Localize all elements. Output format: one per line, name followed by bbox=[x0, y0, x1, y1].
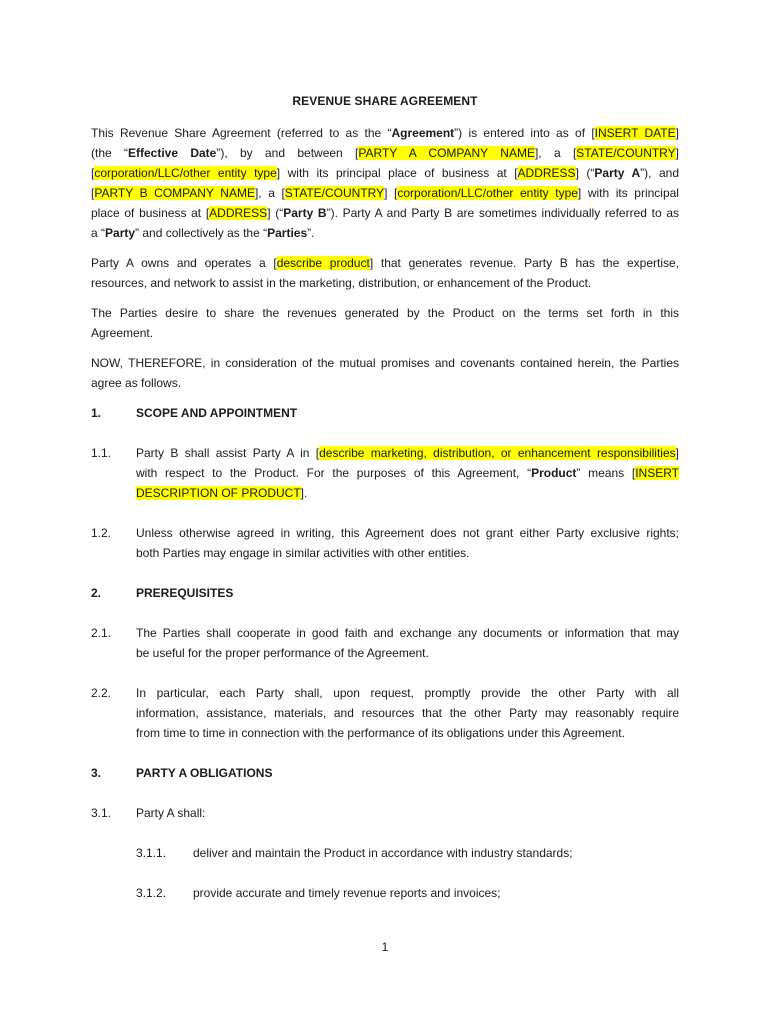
text-run: ] (“ bbox=[267, 206, 284, 220]
placeholder-field: STATE/COUNTRY bbox=[284, 186, 385, 200]
clause-line bbox=[136, 463, 679, 483]
placeholder-field: PARTY B COMPANY NAME bbox=[94, 186, 255, 200]
clause-1-1 bbox=[136, 443, 679, 503]
text-run: (the “ bbox=[91, 146, 128, 160]
clause-text: Party A shall: bbox=[136, 806, 206, 820]
placeholder-field: INSERT DATE bbox=[594, 126, 676, 140]
text-run: ] (“ bbox=[575, 166, 595, 180]
clause-line: both Parties may engage in similar activities with other entities. bbox=[136, 546, 470, 560]
text-run: Party A owns and operates a [ bbox=[91, 256, 277, 270]
placeholder-field: describe product bbox=[276, 256, 370, 270]
intro-line-3 bbox=[91, 163, 679, 183]
defined-term: Party A bbox=[594, 166, 641, 180]
clause-line: from time to time in connection with the performance of its obligations under this Agreement. bbox=[136, 726, 625, 740]
clause-line: be useful for the proper performance of the Agreement. bbox=[136, 646, 429, 660]
defined-term: Effective Date bbox=[128, 146, 217, 160]
page-number: 1 bbox=[381, 940, 389, 954]
text-run: [ bbox=[91, 166, 95, 180]
subclause-number: 3.1.2. bbox=[136, 886, 167, 900]
text-run: ] bbox=[675, 146, 679, 160]
p4-line-1: NOW, THEREFORE, in consideration of the mutual promises and covenants contained herein, the Parties bbox=[91, 356, 679, 370]
intro-line-4 bbox=[91, 183, 679, 203]
p2-line-1 bbox=[91, 253, 679, 273]
text-run: Party B shall assist Party A in [ bbox=[136, 446, 320, 460]
text-run: ], a [ bbox=[534, 146, 577, 160]
clause-number: 1.1. bbox=[91, 446, 112, 460]
placeholder-field: corporation/LLC/other entity type bbox=[397, 186, 578, 200]
clause-line: In particular, each Party shall, upon request, promptly provide the other Party with all bbox=[136, 686, 679, 700]
text-run: ”. bbox=[307, 226, 315, 240]
text-run: a “ bbox=[91, 226, 106, 240]
clause-2-2 bbox=[136, 683, 679, 743]
document-title: REVENUE SHARE AGREEMENT bbox=[292, 94, 478, 108]
clause-line: The Parties shall cooperate in good faith and exchange any documents or information that may bbox=[136, 626, 679, 640]
clause-1-2 bbox=[136, 523, 679, 563]
text-run: ], a [ bbox=[254, 186, 285, 200]
placeholder-field: PARTY A COMPANY NAME bbox=[358, 146, 535, 160]
clause-line: Unless otherwise agreed in writing, this Agreement does not grant either Party exclusive rights; bbox=[136, 526, 679, 540]
defined-term: Party B bbox=[283, 206, 327, 220]
p4-line-2: agree as follows. bbox=[91, 376, 182, 390]
placeholder-field: INSERT bbox=[635, 466, 680, 480]
placeholder-field: DESCRIPTION OF PRODUCT bbox=[136, 486, 301, 500]
clause-number: 3.1. bbox=[91, 806, 112, 820]
clause-number: 2.2. bbox=[91, 686, 112, 700]
clause-number: 1.2. bbox=[91, 526, 112, 540]
intro-line-2 bbox=[91, 143, 679, 163]
clause-line bbox=[136, 483, 679, 503]
defined-term: Agreement bbox=[391, 126, 455, 140]
section-number: 1. bbox=[91, 406, 102, 420]
section-number: 3. bbox=[91, 766, 102, 780]
clause-line: information, assistance, materials, and resources that the other Party may reasonably require bbox=[136, 706, 679, 720]
text-run: This Revenue Share Agreement (referred to as the “ bbox=[91, 126, 392, 140]
text-run: ] bbox=[675, 446, 679, 460]
text-run: ” means [ bbox=[576, 466, 636, 480]
desire-paragraph bbox=[91, 303, 679, 343]
placeholder-field: describe marketing, distribution, or enhancement responsibilities bbox=[319, 446, 676, 460]
text-run: ] with its principal place of business at [ bbox=[276, 166, 518, 180]
text-run: ”) is entered into as of [ bbox=[454, 126, 595, 140]
text-run: ”). Party A and Party B are sometimes individually referred to as bbox=[326, 206, 679, 220]
clause-number: 2.1. bbox=[91, 626, 112, 640]
text-run: ] bbox=[675, 126, 679, 140]
text-run: place of business at [ bbox=[91, 206, 210, 220]
clause-line bbox=[136, 443, 679, 463]
p2-line-2: resources, and network to assist in the marketing, distribution, or enhancement of the Product. bbox=[91, 276, 592, 290]
p3-line-1: The Parties desire to share the revenues generated by the Product on the terms set forth in this bbox=[91, 306, 679, 320]
text-run: ”), and bbox=[640, 166, 679, 180]
clause-2-1 bbox=[136, 623, 679, 663]
text-run: with respect to the Product. For the purposes of this Agreement, “ bbox=[136, 466, 532, 480]
intro-paragraph bbox=[91, 123, 679, 243]
placeholder-field: ADDRESS bbox=[517, 166, 576, 180]
text-run: ] that generates revenue. Party B has the expertise, bbox=[369, 256, 679, 270]
placeholder-field: ADDRESS bbox=[209, 206, 268, 220]
p3-line-2: Agreement. bbox=[91, 326, 154, 340]
section-number: 2. bbox=[91, 586, 102, 600]
intro-line-1 bbox=[91, 123, 679, 143]
product-paragraph bbox=[91, 253, 679, 293]
text-run: ” and collectively as the “ bbox=[135, 226, 268, 240]
defined-term: Parties bbox=[267, 226, 308, 240]
placeholder-field: corporation/LLC/other entity type bbox=[94, 166, 277, 180]
intro-line-5 bbox=[91, 203, 679, 223]
intro-line-6 bbox=[91, 223, 679, 243]
text-run: ”), by and between [ bbox=[216, 146, 359, 160]
section-heading: PREREQUISITES bbox=[136, 586, 234, 600]
defined-term: Product bbox=[531, 466, 577, 480]
section-heading: PARTY A OBLIGATIONS bbox=[136, 766, 273, 780]
now-therefore-paragraph bbox=[91, 353, 679, 393]
subclause-number: 3.1.1. bbox=[136, 846, 167, 860]
text-run: ]. bbox=[300, 486, 308, 500]
section-heading: SCOPE AND APPOINTMENT bbox=[136, 406, 298, 420]
text-run: [ bbox=[91, 186, 95, 200]
placeholder-field: STATE/COUNTRY bbox=[576, 146, 676, 160]
subclause-text: deliver and maintain the Product in accordance with industry standards; bbox=[193, 846, 573, 860]
text-run: ] with its principal bbox=[577, 186, 679, 200]
defined-term: Party bbox=[105, 226, 136, 240]
subclause-text: provide accurate and timely revenue reports and invoices; bbox=[193, 886, 501, 900]
text-run: ] [ bbox=[384, 186, 398, 200]
